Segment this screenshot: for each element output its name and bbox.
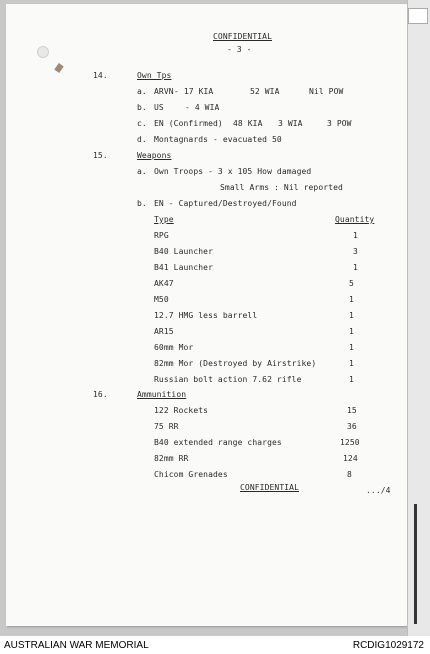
ammo-qty: 124 (343, 454, 358, 463)
ammo-qty: 15 (347, 406, 357, 415)
section-16-number: 16. (93, 390, 108, 399)
s14-c-wia: 3 WIA (278, 119, 303, 128)
document-page (6, 4, 410, 626)
s14-b-unit: US (154, 103, 164, 112)
weapon-type: 12.7 HMG less barrell (154, 311, 258, 320)
section-14-number: 14. (93, 71, 108, 80)
weapon-qty: 1 (349, 359, 354, 368)
archive-tab-strip (407, 0, 430, 636)
s14-b-wia: - 4 WIA (185, 103, 220, 112)
weapon-type: AK47 (154, 279, 174, 288)
weapon-type: Russian bolt action 7.62 rifle (154, 375, 302, 384)
weapon-type: RPG (154, 231, 169, 240)
ammo-qty: 36 (347, 422, 357, 431)
weapons-quantity-header: Quantity (335, 215, 375, 224)
record-id: RCDIG1029172 (352, 640, 424, 651)
weapon-type: 60mm Mor (154, 343, 194, 352)
s14-c-pow: 3 POW (327, 119, 352, 128)
weapon-qty: 1 (353, 231, 358, 240)
binding-bar (414, 504, 417, 624)
s14-a-unit: ARVN (154, 87, 174, 96)
page-number: - 3 - (227, 45, 252, 54)
ammo-type: 75 RR (154, 422, 179, 431)
punch-hole (37, 46, 49, 58)
s15-a-small-arms: Small Arms : Nil reported (220, 183, 343, 192)
weapon-type: B41 Launcher (154, 263, 213, 272)
continued-marker: .../4 (366, 486, 391, 495)
weapon-type: M50 (154, 295, 169, 304)
weapon-qty: 1 (349, 327, 354, 336)
s14-a-pow: Nil POW (309, 87, 344, 96)
header-classification: CONFIDENTIAL (213, 32, 272, 41)
weapon-qty: 1 (349, 343, 354, 352)
s15-b-text: EN - Captured/Destroyed/Found (154, 199, 297, 208)
weapon-qty: 3 (353, 247, 358, 256)
s15-a-key: a. (137, 167, 147, 176)
weapon-qty: 1 (349, 295, 354, 304)
ammo-qty: 8 (347, 470, 352, 479)
s14-c-kia: 48 KIA (233, 119, 263, 128)
s14-b-key: b. (137, 103, 147, 112)
ammo-type: 122 Rockets (154, 406, 209, 415)
ink-mark (54, 63, 64, 73)
section-15-number: 15. (93, 151, 108, 160)
archive-footer (0, 636, 430, 654)
ammo-qty: 1250 (340, 438, 360, 447)
archive-name: AUSTRALIAN WAR MEMORIAL (4, 640, 149, 651)
weapons-type-header: Type (154, 215, 174, 224)
weapon-type: AR15 (154, 327, 174, 336)
footer-classification: CONFIDENTIAL (240, 483, 299, 492)
weapon-type: 82mm Mor (Destroyed by Airstrike) (154, 359, 317, 368)
s14-d-text: Montagnards - evacuated 50 (154, 135, 282, 144)
s14-a-key: a. (137, 87, 147, 96)
s15-a-text: Own Troops - 3 x 105 How damaged (154, 167, 312, 176)
weapon-qty: 1 (349, 375, 354, 384)
ammo-type: Chicom Grenades (154, 470, 228, 479)
section-14-title: Own Tps (137, 71, 172, 80)
s14-c-unit: EN (Confirmed) (154, 119, 223, 128)
s14-c-key: c. (137, 119, 147, 128)
section-15-title: Weapons (137, 151, 172, 160)
ammo-type: 82mm RR (154, 454, 189, 463)
weapon-qty: 1 (349, 311, 354, 320)
s14-a-kia: - 17 KIA (174, 87, 214, 96)
section-16-title: Ammunition (137, 390, 187, 399)
s14-d-key: d. (137, 135, 147, 144)
weapon-qty: 1 (353, 263, 358, 272)
tab-notch (408, 8, 428, 24)
s15-b-key: b. (137, 199, 147, 208)
ammo-type: B40 extended range charges (154, 438, 282, 447)
s14-a-wia: 52 WIA (250, 87, 280, 96)
weapon-qty: 5 (349, 279, 354, 288)
weapon-type: B40 Launcher (154, 247, 213, 256)
